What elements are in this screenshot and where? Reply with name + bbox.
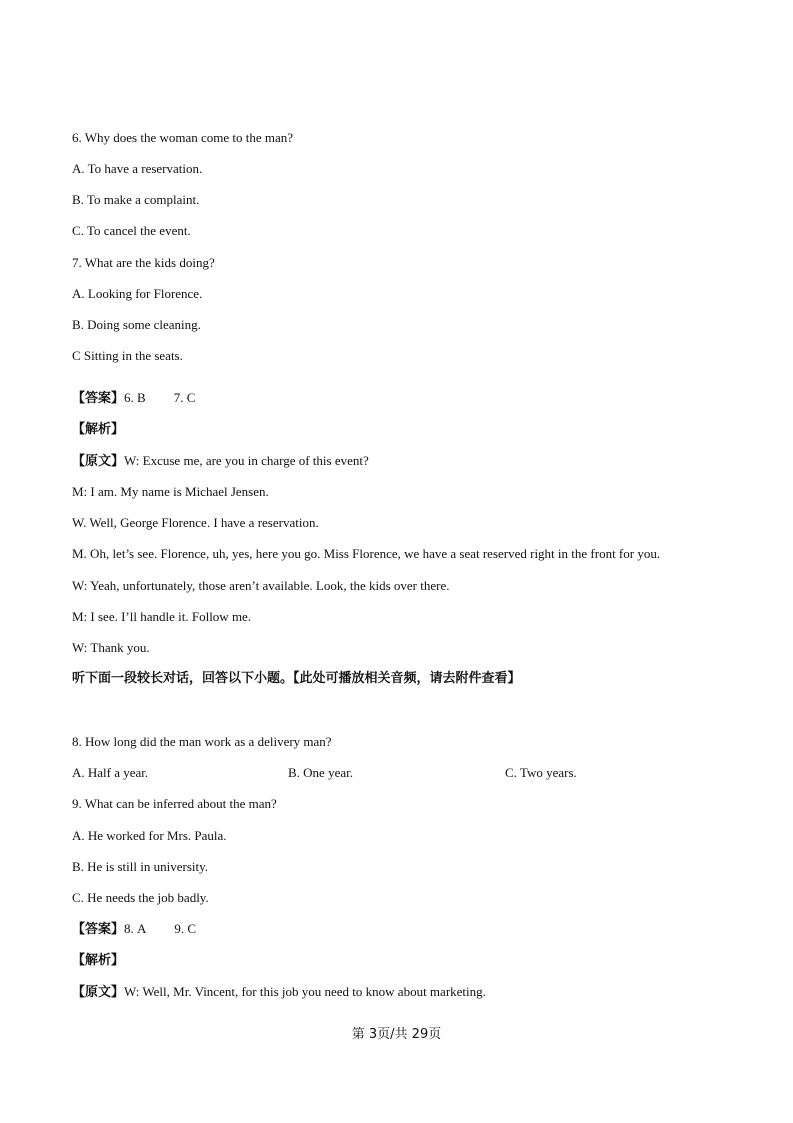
transcript-1-line-0: 【原文】W: Excuse me, are you in charge of this event? bbox=[72, 453, 369, 469]
transcript-1-line-1: M: I am. My name is Michael Jensen. bbox=[72, 484, 269, 499]
answer-7: 7. C bbox=[173, 390, 196, 405]
transcript-1-line-6: W: Thank you. bbox=[72, 640, 150, 655]
question-6-option-b: B. To make a complaint. bbox=[72, 192, 200, 207]
analysis-line-1 bbox=[72, 421, 124, 438]
answer-line-1 bbox=[72, 390, 195, 407]
question-9: 9. What can be inferred about the man? bbox=[72, 796, 277, 811]
transcript-2-line-0: 【原文】W: Well, Mr. Vincent, for this job you need to know about marketing. bbox=[72, 984, 486, 1000]
question-9-option-a: A. He worked for Mrs. Paula. bbox=[72, 828, 227, 843]
transcript-1-line-2: W. Well, George Florence. I have a reservation. bbox=[72, 515, 319, 530]
analysis-tag: 【解析】 bbox=[72, 422, 125, 437]
answer-6: 6. B bbox=[124, 390, 146, 405]
question-9-option-c: C. He needs the job badly. bbox=[72, 890, 209, 905]
answer-9: 9. C bbox=[174, 921, 197, 936]
answer-line-2 bbox=[72, 921, 196, 938]
transcript-1-line-3: M. Oh, let’s see. Florence, uh, yes, here you go. Miss Florence, we have a seat reserved right in the front for you. bbox=[72, 546, 661, 561]
question-8-option-a: A. Half a year. bbox=[72, 765, 149, 780]
question-6-option-c: C. To cancel the event. bbox=[72, 223, 191, 238]
answer-tag: 【答案】 bbox=[72, 391, 125, 406]
question-8: 8. How long did the man work as a delivery man? bbox=[72, 734, 332, 749]
question-7-option-c: C Sitting in the seats. bbox=[72, 348, 183, 363]
answer-tag: 【答案】 bbox=[72, 922, 125, 937]
transcript-tag: 【原文】 bbox=[72, 454, 125, 469]
question-8-option-c: C. Two years. bbox=[505, 765, 577, 780]
question-6: 6. Why does the woman come to the man? bbox=[72, 130, 294, 145]
analysis-tag: 【解析】 bbox=[72, 953, 125, 968]
question-7: 7. What are the kids doing? bbox=[72, 255, 215, 270]
question-7-option-a: A. Looking for Florence. bbox=[72, 286, 203, 301]
question-9-option-b: B. He is still in university. bbox=[72, 859, 209, 874]
section-instruction: 听下面一段较长对话，回答以下小题。【此处可播放相关音频，请去附件查看】 bbox=[72, 671, 521, 686]
question-6-option-a: A. To have a reservation. bbox=[72, 161, 203, 176]
analysis-line-2 bbox=[72, 952, 124, 969]
question-7-option-b: B. Doing some cleaning. bbox=[72, 317, 201, 332]
page-number-footer: 第 3页/共 29页 bbox=[351, 1027, 442, 1042]
question-8-option-b: B. One year. bbox=[288, 765, 353, 780]
transcript-1-line-5: M: I see. I’ll handle it. Follow me. bbox=[72, 609, 252, 624]
transcript-1-line-4: W: Yeah, unfortunately, those aren’t available. Look, the kids over there. bbox=[72, 578, 450, 593]
answer-8: 8. A bbox=[124, 921, 147, 936]
transcript-tag: 【原文】 bbox=[72, 985, 125, 1000]
